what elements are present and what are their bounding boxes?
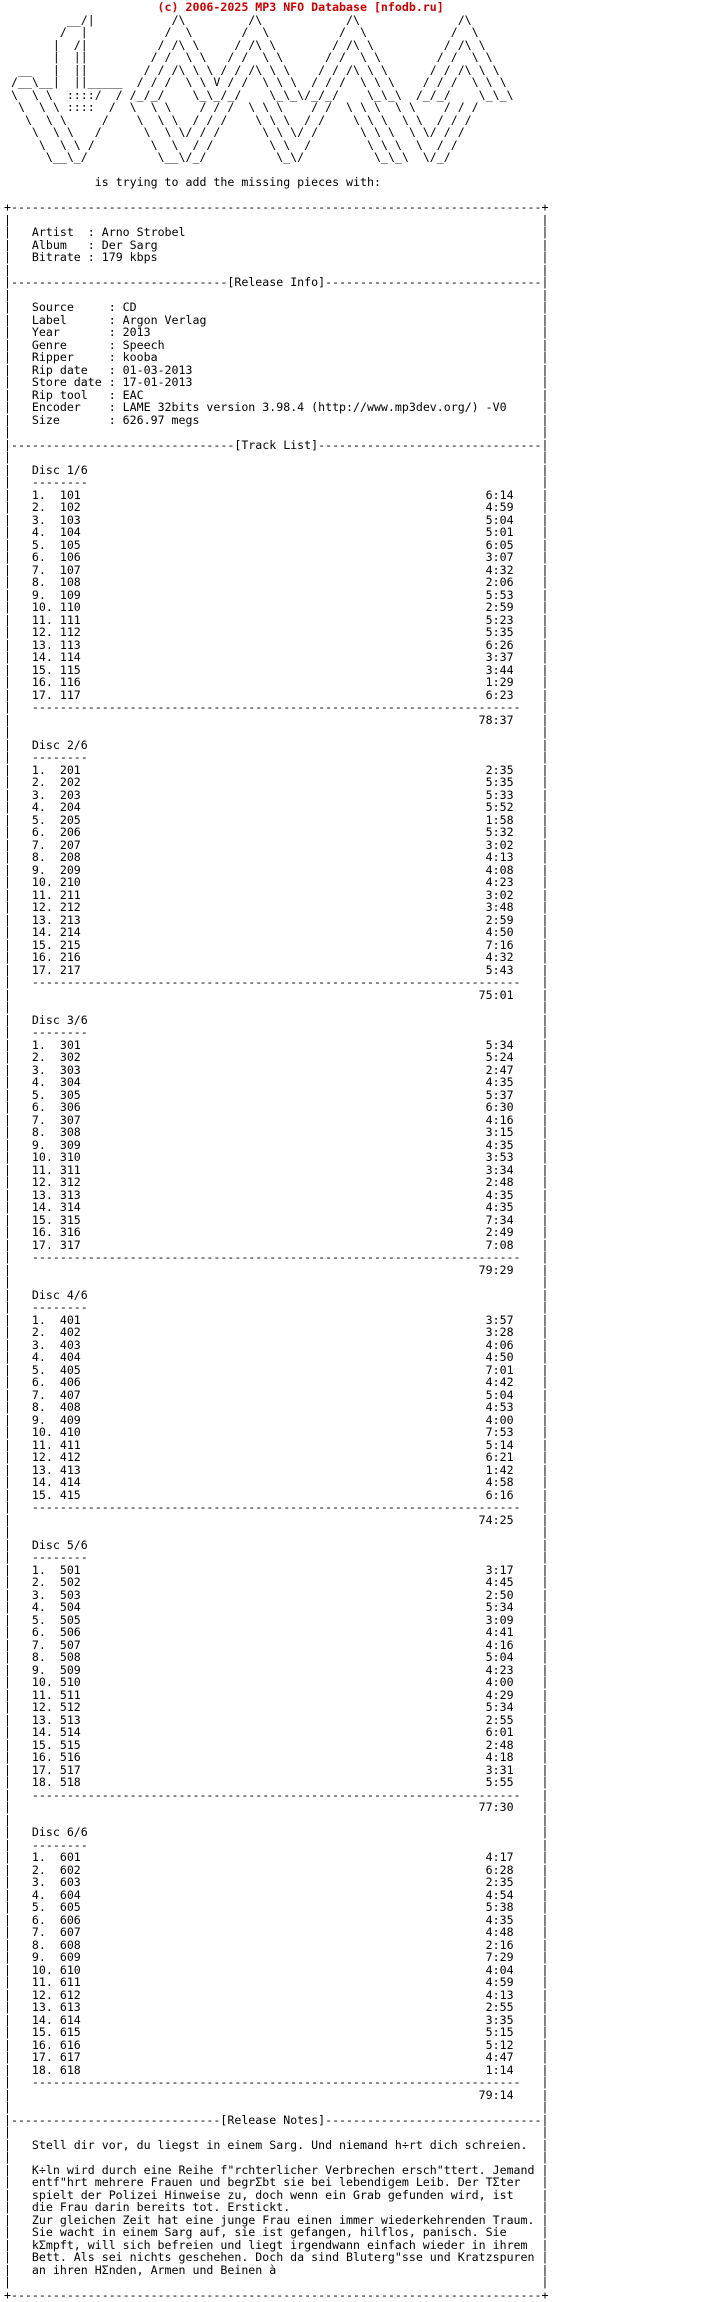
track-title: 617: [59, 2050, 81, 2064]
track-title: 102: [59, 500, 81, 514]
track-title: 502: [59, 1575, 81, 1589]
track-duration: 1:14: [485, 2062, 514, 2077]
ascii-logo-line: | || / / \ \ / / \ \ / / \ \ / / \ \: [4, 50, 493, 64]
track-duration: 6:30: [485, 1100, 514, 1114]
track-title: 112: [59, 625, 81, 639]
track-title: 611: [59, 1975, 81, 1989]
track-title: 413: [59, 1462, 81, 1477]
release-notes-line: Sie wacht in einem Sarg auf, sie ist gefangen, hilflos, panisch. Sie: [31, 2225, 507, 2239]
release-notes-line: spielt der Polizei Hinweise zu, doch wenn ein Grab gefunden wird, ist: [31, 2187, 514, 2202]
disc-total-duration: 75:01: [478, 987, 514, 1002]
track-title: 116: [59, 675, 81, 689]
track-title: 307: [59, 1112, 81, 1127]
track-duration: 5:34: [485, 1600, 514, 1614]
track-duration: 4:35: [485, 1912, 514, 1927]
album-artist: Arno Strobel: [101, 225, 186, 239]
track-title: 609: [59, 1950, 81, 1964]
track-duration: 4:45: [485, 1575, 514, 1589]
track-title: 501: [59, 1562, 81, 1577]
track-duration: 5:01: [485, 525, 514, 539]
track-title: 205: [59, 812, 81, 827]
track-duration: 3:34: [485, 1162, 514, 1177]
track-title: 613: [59, 2000, 81, 2014]
track-title: 415: [59, 1487, 81, 1502]
track-duration: 4:53: [485, 1400, 514, 1414]
track-title: 405: [59, 1362, 81, 1377]
track-duration: 7:53: [485, 1425, 514, 1439]
release-notes-line: Stell dir vor, du liegst in einem Sarg. Und niemand h÷rt dich schreien.: [31, 2137, 528, 2152]
track-title: 406: [59, 1375, 81, 1389]
album-bitrate: 179 kbps: [101, 250, 158, 264]
track-duration: 2:48: [485, 1737, 514, 1752]
track-title: 514: [59, 1725, 81, 1739]
release-info-value: LAME 32bits version 3.98.4 (http://www.mp3dev.org/) -V0: [122, 400, 507, 414]
track-title: 404: [59, 1350, 81, 1364]
track-duration: 4:59: [485, 500, 514, 514]
ascii-logo-line: \ \ \ / \ \ / / \ \ / \ \ \ \ / /: [4, 137, 458, 152]
track-duration: 4:16: [485, 1637, 514, 1652]
ascii-logo-line: \ \ \ / \ \ \ / / / \ \ \ / / \ \ \ \ \ / / /: [4, 112, 472, 127]
credit-header: (c) 2006-2025 MP3 NFO Database [nfodb.ru]: [4, 0, 444, 14]
track-duration: 4:48: [485, 1925, 514, 1939]
album-album: Der Sarg: [101, 237, 158, 252]
track-duration: 4:41: [485, 1625, 514, 1639]
track-duration: 3:53: [485, 1150, 514, 1164]
track-duration: 3:37: [485, 650, 514, 664]
disc-total-duration: 78:37: [478, 712, 514, 727]
track-title: 110: [59, 600, 81, 614]
release-notes-line: kΣmpft, will sich befreien und liegt irgendwann einfach wieder in ihrem: [31, 2237, 528, 2252]
track-duration: 3:28: [485, 1325, 514, 1339]
tagline: is trying to add the missing pieces with:: [94, 175, 381, 189]
track-duration: 1:42: [485, 1462, 514, 1477]
release-info-value: 01-03-2013: [122, 362, 193, 377]
track-duration: 2:59: [485, 912, 514, 927]
track-duration: 2:50: [485, 1587, 514, 1602]
track-duration: 2:48: [485, 1175, 514, 1189]
track-title: 309: [59, 1137, 81, 1152]
track-title: 312: [59, 1175, 81, 1189]
track-duration: 3:02: [485, 837, 514, 852]
track-duration: 4:50: [485, 1350, 514, 1364]
track-duration: 5:34: [485, 1037, 514, 1052]
track-title: 208: [59, 850, 81, 864]
track-title: 107: [59, 562, 81, 577]
track-title: 106: [59, 550, 81, 564]
section-title: [Release Notes]: [220, 2112, 326, 2127]
track-duration: 5:04: [485, 1650, 514, 1664]
track-duration: 3:35: [485, 2012, 514, 2027]
track-duration: 2:35: [485, 762, 514, 777]
track-duration: 3:31: [485, 1762, 514, 1777]
track-title: 516: [59, 1750, 81, 1764]
track-duration: 3:02: [485, 887, 514, 902]
track-duration: 4:04: [485, 1962, 514, 1977]
ascii-logo-line: \ \ \ ::::/ / /_/_/ \_\_/_/ \_\_\/_/_/ \_\_\ /_/_/ \_\_\: [4, 87, 514, 102]
disc-total-duration: 77:30: [478, 1800, 514, 1814]
track-duration: 4:59: [485, 1975, 514, 1989]
ascii-logo-line: / | / \ / \ / \ / \: [4, 25, 479, 39]
track-duration: 5:53: [485, 587, 514, 602]
track-duration: 3:17: [485, 1562, 514, 1577]
track-title: 414: [59, 1475, 81, 1489]
track-title: 605: [59, 1900, 81, 1914]
track-title: 512: [59, 1700, 81, 1714]
track-title: 206: [59, 825, 81, 839]
track-title: 103: [59, 512, 81, 527]
track-duration: 4:23: [485, 1662, 514, 1677]
track-duration: 4:35: [485, 1075, 514, 1089]
track-title: 214: [59, 925, 81, 939]
disc-title: Disc 3/6: [31, 1012, 88, 1027]
track-duration: 5:34: [485, 1700, 514, 1714]
track-title: 213: [59, 912, 81, 927]
track-title: 305: [59, 1087, 81, 1102]
disc-total-duration: 74:25: [478, 1512, 514, 1527]
track-title: 211: [59, 887, 81, 902]
track-title: 210: [59, 875, 81, 889]
release-info-value: EAC: [122, 387, 144, 402]
track-duration: 2:06: [485, 575, 514, 589]
track-title: 201: [59, 762, 81, 777]
track-duration: 7:16: [485, 937, 514, 952]
track-duration: 5:43: [485, 962, 514, 977]
release-notes-line: Zur gleichen Zeit hat eine junge Frau einen immer wiederkehrenden Traum.: [31, 2212, 535, 2227]
track-duration: 4:35: [485, 1137, 514, 1152]
track-duration: 4:29: [485, 1687, 514, 1702]
track-duration: 5:24: [485, 1050, 514, 1064]
track-title: 505: [59, 1612, 81, 1627]
track-title: 117: [59, 687, 81, 702]
track-title: 503: [59, 1587, 81, 1602]
track-title: 115: [59, 662, 81, 677]
track-duration: 2:35: [485, 1875, 514, 1889]
ascii-logo-line: __ | || / / /\ \ \ / / /\ \ \ / / /\ \ \ / / /\ \ \: [4, 62, 500, 77]
track-duration: 2:55: [485, 1712, 514, 1727]
track-title: 209: [59, 862, 81, 877]
track-title: 407: [59, 1387, 81, 1402]
section-title: [Release Info]: [227, 275, 326, 289]
track-title: 308: [59, 1125, 81, 1139]
release-notes-line: an ihren HΣnden, Armen und Beinen à: [31, 2262, 277, 2277]
track-duration: 6:01: [485, 1725, 514, 1739]
release-info-value: kooba: [122, 350, 158, 364]
track-title: 515: [59, 1737, 81, 1752]
track-duration: 2:16: [485, 1937, 514, 1952]
disc-title: Disc 1/6: [31, 462, 88, 477]
track-duration: 6:16: [485, 1487, 514, 1502]
track-duration: 3:07: [485, 550, 514, 564]
track-duration: 4:00: [485, 1412, 514, 1427]
track-duration: 5:35: [485, 625, 514, 639]
track-title: 607: [59, 1925, 81, 1939]
track-duration: 4:32: [485, 950, 514, 964]
track-title: 203: [59, 787, 81, 802]
track-duration: 4:58: [485, 1475, 514, 1489]
track-duration: 4:13: [485, 850, 514, 864]
track-duration: 5:04: [485, 1387, 514, 1402]
track-title: 507: [59, 1637, 81, 1652]
track-title: 510: [59, 1675, 81, 1689]
track-duration: 3:57: [485, 1312, 514, 1327]
release-notes-line: die Frau darin bereits tot. Erstickt.: [31, 2200, 291, 2214]
disc-title: Disc 6/6: [31, 1825, 88, 1839]
release-info-value: Argon Verlag: [122, 312, 207, 327]
ascii-logo-line: \ \ \ / \ \ \/ / / \ \ \/ / \ \ \ \ \/ / /: [4, 125, 465, 139]
track-title: 303: [59, 1062, 81, 1077]
track-duration: 4:13: [485, 1987, 514, 2002]
track-duration: 4:23: [485, 875, 514, 889]
track-duration: 4:35: [485, 1187, 514, 1202]
track-title: 603: [59, 1875, 81, 1889]
disc-total-duration: 79:29: [478, 1262, 514, 1277]
release-notes-line: K÷ln wird durch eine Reihe f"rchterlicher Verbrechen ersch"ttert. Jemand: [31, 2162, 535, 2177]
disc-title: Disc 2/6: [31, 737, 88, 752]
track-title: 608: [59, 1937, 81, 1952]
track-duration: 1:29: [485, 675, 514, 689]
track-title: 114: [59, 650, 81, 664]
track-duration: 7:29: [485, 1950, 514, 1964]
track-duration: 4:06: [485, 1337, 514, 1352]
track-title: 408: [59, 1400, 81, 1414]
track-title: 612: [59, 1987, 81, 2002]
track-title: 602: [59, 1862, 81, 1877]
track-duration: 5:12: [485, 2037, 514, 2052]
track-title: 513: [59, 1712, 81, 1727]
track-title: 604: [59, 1887, 81, 1902]
track-duration: 5:23: [485, 612, 514, 627]
track-duration: 4:47: [485, 2050, 514, 2064]
track-duration: 4:35: [485, 1200, 514, 1214]
track-duration: 5:14: [485, 1437, 514, 1452]
track-title: 212: [59, 900, 81, 914]
track-duration: 4:17: [485, 1850, 514, 1864]
track-title: 104: [59, 525, 81, 539]
disc-title: Disc 5/6: [31, 1537, 88, 1552]
track-duration: 2:55: [485, 2000, 514, 2014]
track-title: 317: [59, 1237, 81, 1252]
track-duration: 2:59: [485, 600, 514, 614]
ascii-logo-line: \ \ \ :::: / \ \ \ / / / \ \ \ / / \ \ \ \ \ / / /: [4, 100, 479, 114]
track-title: 302: [59, 1050, 81, 1064]
release-info-value: 2013: [122, 325, 151, 339]
track-duration: 4:00: [485, 1675, 514, 1689]
track-duration: 4:54: [485, 1887, 514, 1902]
track-duration: 1:58: [485, 812, 514, 827]
track-duration: 7:08: [485, 1237, 514, 1252]
track-title: 401: [59, 1312, 81, 1327]
track-duration: 5:33: [485, 787, 514, 802]
track-title: 615: [59, 2025, 81, 2039]
release-notes-line: entf"hrt mehrere Frauen und begrΣbt sie bei lebendigem Leib. Der TΣter: [31, 2175, 521, 2189]
track-title: 204: [59, 800, 81, 814]
release-info-value: Speech: [122, 337, 165, 352]
track-title: 506: [59, 1625, 81, 1639]
release-info-value: 17-01-2013: [122, 375, 193, 389]
track-title: 311: [59, 1162, 81, 1177]
disc-title: Disc 4/6: [31, 1287, 88, 1302]
track-title: 304: [59, 1075, 81, 1089]
track-title: 606: [59, 1912, 81, 1927]
track-title: 504: [59, 1600, 81, 1614]
track-duration: 2:47: [485, 1062, 514, 1077]
track-title: 313: [59, 1187, 81, 1202]
track-duration: 6:05: [485, 537, 514, 552]
track-title: 306: [59, 1100, 81, 1114]
track-duration: 6:14: [485, 487, 514, 502]
track-title: 301: [59, 1037, 81, 1052]
ascii-logo-line: \__\_/ \__\/_/ \_\/ \_\_\ \/_/: [4, 150, 451, 164]
section-title: [Track List]: [234, 437, 319, 452]
track-title: 409: [59, 1412, 81, 1427]
track-duration: 4:42: [485, 1375, 514, 1389]
track-duration: 5:15: [485, 2025, 514, 2039]
track-duration: 5:38: [485, 1900, 514, 1914]
disc-total-duration: 79:14: [478, 2087, 514, 2102]
track-title: 101: [59, 487, 81, 502]
track-duration: 3:09: [485, 1612, 514, 1627]
track-title: 315: [59, 1212, 81, 1227]
track-title: 618: [59, 2062, 81, 2077]
track-title: 614: [59, 2012, 81, 2027]
track-title: 412: [59, 1450, 81, 1464]
track-duration: 6:21: [485, 1450, 514, 1464]
track-title: 509: [59, 1662, 81, 1677]
track-duration: 5:55: [485, 1775, 514, 1789]
track-title: 108: [59, 575, 81, 589]
track-duration: 5:32: [485, 825, 514, 839]
track-title: 105: [59, 537, 81, 552]
track-duration: 4:16: [485, 1112, 514, 1127]
track-duration: 3:15: [485, 1125, 514, 1139]
track-duration: 5:52: [485, 800, 514, 814]
track-duration: 4:50: [485, 925, 514, 939]
track-duration: 2:49: [485, 1225, 514, 1239]
track-duration: 5:04: [485, 512, 514, 527]
ascii-logo-line: __/| /\ /\ /\ /\: [4, 12, 472, 27]
track-duration: 5:37: [485, 1087, 514, 1102]
track-duration: 6:26: [485, 637, 514, 652]
track-title: 215: [59, 937, 81, 952]
track-duration: 7:34: [485, 1212, 514, 1227]
track-duration: 3:48: [485, 900, 514, 914]
track-title: 310: [59, 1150, 81, 1164]
track-title: 216: [59, 950, 81, 964]
track-title: 601: [59, 1850, 81, 1864]
track-title: 411: [59, 1437, 81, 1452]
ascii-logo-line: /__\__| ||_____ / / / \ \ V / / \ \ \ / / / \ \ \ / / / \ \ \: [4, 75, 507, 89]
track-duration: 4:32: [485, 562, 514, 577]
track-title: 202: [59, 775, 81, 789]
release-info-value: CD: [122, 300, 137, 314]
track-title: 616: [59, 2037, 81, 2052]
track-title: 314: [59, 1200, 81, 1214]
track-title: 217: [59, 962, 81, 977]
track-title: 402: [59, 1325, 81, 1339]
track-title: 316: [59, 1225, 81, 1239]
track-title: 511: [59, 1687, 81, 1702]
track-duration: 6:28: [485, 1862, 514, 1877]
nfo-document: (c) 2006-2025 MP3 NFO Database [nfodb.ru] __/| /\ /\ /\ /\ / | / \ / \ / \ / \ | /| / /\ \ / /\ \ / /\ \ / /\ \ | || / / \ \ / / \ \ / / \ \ / / \ \ __ | || / / /\ \ \ / / /\ \ \ / / /\ \ \ / / /\ \ \ /__\__| ||_____ / / / \ \ V / / \ \ \ / / / \ \ \ / / / \ \ \ \ \ \ ::::/ / /_/_/ \_\_/_/ \_\_\/_/_/ \_\_\ /_/_/ \_\_\ \ \ \ :::: / \ \ \ / / / \ \ \ / / \ \ \ \ \ / / / \ \ \ / \ \ \ / / / \ \ \ / / \ \ \ \ \ / / / \ \ \ / \ \ \/ / / \ \ \/ / \ \ \ \ \/ / / \ \ \ / \ \ / / \ \ / \ \ \ \ / / \__\_/ \__\/_/ \_\/ \_\_\ \/_/ is trying to add the missing pieces with: +----------------------------------------------------------------------------+ | | | Artist : Arno Strobel | | Album : Der Sarg | | Bitrate : 179 kbps | | | |-------------------------------[Release Info]-------------------------------| | | | Source : CD | | Label : Argon Verlag | | Year : 2013 | | Genre : Speech | | Ripper : kooba | | Rip date : 01-03-2013 | | Store date : 17-01-2013 | | Rip tool : EAC | | Encoder : LAME 32bits version 3.98.4 (http://www.mp3dev.org/) -V0 | | Size : 626.97 megs | | | |--------------------------------[Track List]--------------------------------| | | | Disc 1/6 | | -------- | | 1. 101 6:14 | | 2. 102 4:59 | | 3. 103 5:04 | | 4. 104 5:01 | | 5. 105 6:05 | | 6. 106 3:07 | | 7. 107 4:32 | | 8. 108 2:06 | | 9. 109 5:53 | | 10. 110 2:59 | | 11. 111 5:23 | | 12. 112 5:35 | | 13. 113 6:26 | | 14. 114 3:37 | | 15. 115 3:44 | | 16. 116 1:29 | | 17. 117 6:23 | | ---------------------------------------------------------------------- | | 78:37 | | | | Disc 2/6 | | -------- | | 1. 201 2:35 | | 2. 202 5:35 | | 3. 203 5:33 | | 4. 204 5:52 | | 5. 205 1:58 | | 6. 206 5:32 | | 7. 207 3:02 | | 8. 208 4:13 | | 9. 209 4:08 | | 10. 210 4:23 | | 11. 211 3:02 | | 12. 212 3:48 | | 13. 213 2:59 | | 14. 214 4:50 | | 15. 215 7:16 | | 16. 216 4:32 | | 17. 217 5:43 | | ---------------------------------------------------------------------- | | 75:01 | | | | Disc 3/6 | | -------- | | 1. 301 5:34 | | 2. 302 5:24 | | 3. 303 2:47 | | 4. 304 4:35 | | 5. 305 5:37 | | 6. 306 6:30 | | 7. 307 4:16 | | 8. 308 3:15 | | 9. 309 4:35 | | 10. 310 3:53 | | 11. 311 3:34 | | 12. 312 2:48 | | 13. 313 4:35 | | 14. 314 4:35 | | 15. 315 7:34 | | 16. 316 2:49 | | 17. 317 7:08 | | ---------------------------------------------------------------------- | | 79:29 | | | | Disc 4/6 | | -------- | | 1. 401 3:57 | | 2. 402 3:28 | | 3. 403 4:06 | | 4. 404 4:50 | | 5. 405 7:01 | | 6. 406 4:42 | | 7. 407 5:04 | | 8. 408 4:53 | | 9. 409 4:00 | | 10. 410 7:53 | | 11. 411 5:14 | | 12. 412 6:21 | | 13. 413 1:42 | | 14. 414 4:58 | | 15. 415 6:16 | | ---------------------------------------------------------------------- | | 74:25 | | | | Disc 5/6 | | -------- | | 1. 501 3:17 | | 2. 502 4:45 | | 3. 503 2:50 | | 4. 504 5:34 | | 5. 505 3:09 | | 6. 506 4:41 | | 7. 507 4:16 | | 8. 508 5:04 | | 9. 509 4:23 | | 10. 510 4:00 | | 11. 511 4:29 | | 12. 512 5:34 | | 13. 513 2:55 | | 14. 514 6:01 | | 15. 515 2:48 | | 16. 516 4:18 | | 17. 517 3:31 | | 18. 518 5:55 | | ---------------------------------------------------------------------- | | 77:30 | | | | Disc 6/6 | | -------- | | 1. 601 4:17 | | 2. 602 6:28 | | 3. 603 2:35 | | 4. 604 4:54 | | 5. 605 5:38 | | 6. 606 4:35 | | 7. 607 4:48 | | 8. 608 2:16 | | 9. 609 7:29 | | 10. 610 4:04 | | 11. 611 4:59 | | 12. 612 4:13 | | 13. 613 2:55 | | 14. 614 3:35 | | 15. 615 5:15 | | 16. 616 5:12 | | 17. 617 4:47 | | 18. 618 1:14 | | ---------------------------------------------------------------------- | | 79:14 | | | |------------------------------[Release Notes]-------------------------------| | | | Stell dir vor, du liegst in einem Sarg. Und niemand h÷rt dich schreien. | | | | K÷ln wird durch eine Reihe f"rchterlicher Verbrechen ersch"ttert. Jemand | | entf"hrt mehrere Frauen und begrΣbt sie bei lebendigem Leib. Der TΣter | | spielt der Polizei Hinweise zu, doch wenn ein Grab gefunden wird, ist | | die Frau darin bereits tot. Erstickt. | | Zur gleichen Zeit hat eine junge Frau einen immer wiederkehrenden Traum. | | Sie wacht in einem Sarg auf, sie ist gefangen, hilflos, panisch. Sie | | kΣmpft, will sich befreien und liegt irgendwann einfach wieder in ihrem | | Bett. Als sei nichts geschehen. Doch da sind Bluterg"sse und Kratzspuren | | an ihren HΣnden, Armen und Beinen à | | | +----------------------------------------------------------------------------+: [0, 0, 712, 2301]
track-title: 109: [59, 587, 81, 602]
track-duration: 6:23: [485, 687, 514, 702]
track-title: 403: [59, 1337, 81, 1352]
track-duration: 4:18: [485, 1750, 514, 1764]
track-title: 113: [59, 637, 81, 652]
track-duration: 4:08: [485, 862, 514, 877]
track-duration: 5:35: [485, 775, 514, 789]
track-duration: 7:01: [485, 1362, 514, 1377]
track-title: 508: [59, 1650, 81, 1664]
track-title: 518: [59, 1775, 81, 1789]
track-duration: 3:44: [485, 662, 514, 677]
track-title: 517: [59, 1762, 81, 1777]
release-info-value: 626.97 megs: [122, 412, 200, 427]
ascii-logo-line: | /| / /\ \ / /\ \ / /\ \ / /\ \: [4, 37, 486, 52]
release-notes-line: Bett. Als sei nichts geschehen. Doch da sind Bluterg"sse und Kratzspuren: [31, 2250, 535, 2264]
track-title: 410: [59, 1425, 81, 1439]
track-title: 207: [59, 837, 81, 852]
track-title: 610: [59, 1962, 81, 1977]
track-title: 111: [59, 612, 81, 627]
